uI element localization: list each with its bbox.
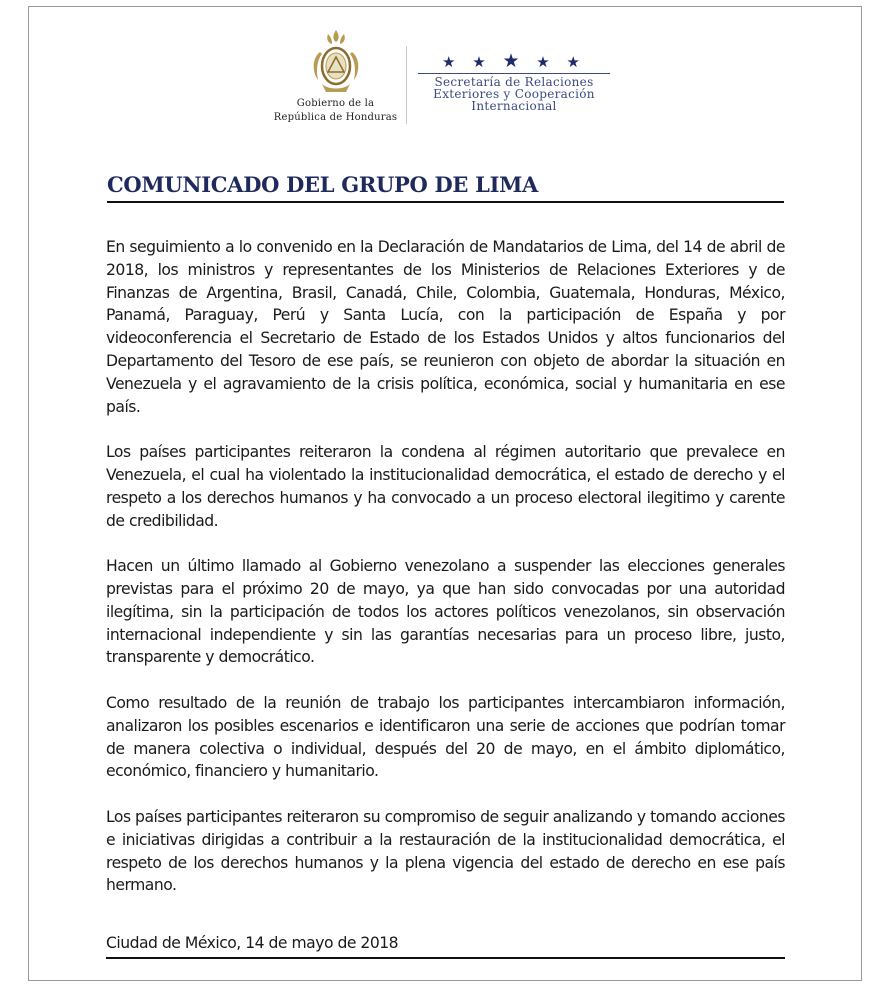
government-logo	[268, 26, 403, 124]
stars-icon: ★ ★ ★ ★ ★	[442, 50, 586, 72]
paragraph: Hacen un último llamado al Gobierno venezolano a suspender las elecciones generales previstas para el próximo 20 de mayo, ya que han sido convocadas por una autoridad ilegítima, sin la participación de todos los actores políticos venezolanos, sin observación internacional independiente y sin las garantías necesarias para un proceso libre, justo, transparente y democrático.	[106, 557, 785, 667]
document-title: COMUNICADO DEL GRUPO DE LIMA	[107, 170, 784, 203]
paragraph: Los países participantes reiteraron la condena al régimen autoritario que prevalece en Venezuela, el cual ha violentado la institucionalidad democrática, el estado de derecho y el respeto a los derechos humanos y ha convocado a un proceso electoral ilegitimo y carente de credibilidad.	[106, 443, 785, 530]
gov-logo-line1: Gobierno de la	[296, 98, 375, 109]
place-and-date: Ciudad de México, 14 de mayo de 2018	[106, 932, 785, 959]
sre-logo-rule	[418, 73, 610, 74]
sre-logo-line1: Secretaría de Relaciones	[434, 75, 594, 89]
sre-logo-line3: Internacional	[471, 99, 557, 113]
document-body	[106, 236, 785, 920]
paragraph: En seguimiento a lo convenido en la Declaración de Mandatarios de Lima, del 14 de abril de 2018, los ministros y representantes de los Ministerios de Relaciones Exteriores y de Finanzas de Argentina, Brasil, Canadá, Chile, Colombia, Guatemala, Honduras, México, Panamá, Paraguay, Perú y Santa Lucía, con la participación de España y por videoconferencia el Secretario de Estado de los Estados Unidos y altos funcionarios del Departamento del Tesoro de ese país, se reunieron con objeto de abordar la situación en Venezuela y el agravamiento de la crisis política, económica, social y humanitaria en ese país.	[106, 238, 785, 416]
gov-logo-line2: República de Honduras	[273, 112, 398, 123]
logo-divider	[406, 46, 407, 124]
coat-of-arms-icon	[306, 26, 366, 96]
paragraph: Como resultado de la reunión de trabajo los participantes intercambiaron información, analizaron los posibles escenarios e identificaron una serie de acciones que podrían tomar de manera colectiva o individual, después del 20 de mayo, en el ámbito diplomático, económico, financiero y humanitario.	[106, 693, 785, 781]
sre-logo-line2: Exteriores y Cooperación	[433, 87, 595, 101]
paragraph: Los países participantes reiteraron su compromiso de seguir analizando y tomando acciones e iniciativas dirigidas a contribuir a la restauración de la institucionalidad democrática, el respeto de los derechos humanos y la plena vigencia del estado de derecho en ese país hermano.	[106, 807, 785, 895]
sre-logo	[414, 52, 614, 112]
